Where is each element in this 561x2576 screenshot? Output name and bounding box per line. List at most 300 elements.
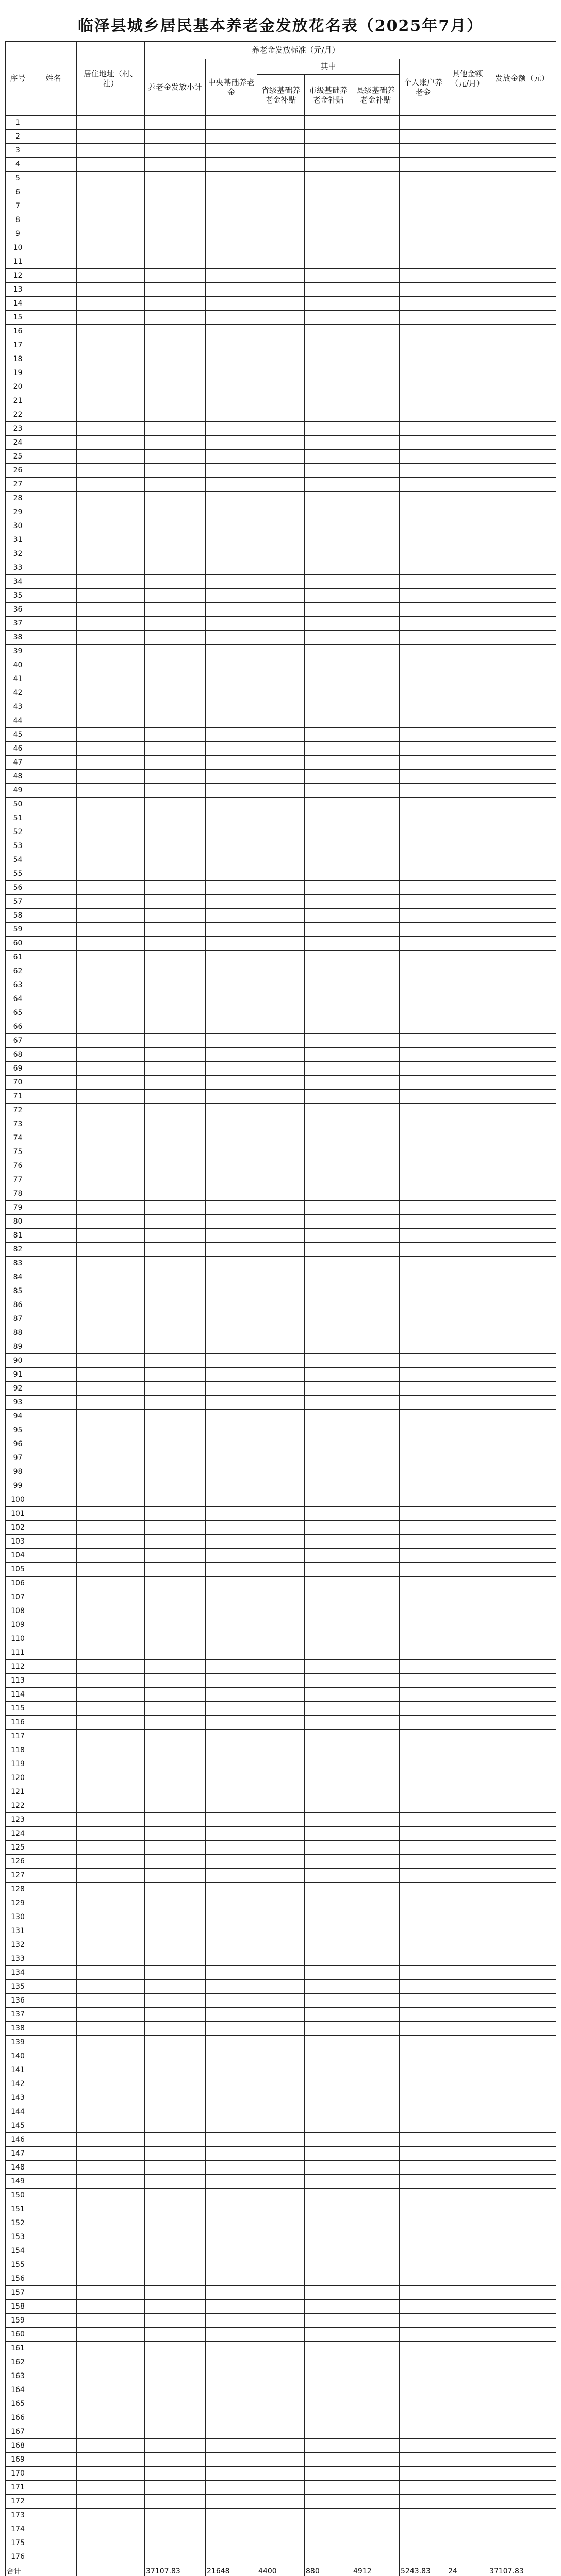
cell-city: [305, 2008, 352, 2022]
table-row: [6, 756, 556, 770]
cell-subtotal: [145, 2161, 206, 2175]
cell-payout: [488, 1785, 556, 1799]
cell-seq: 44: [6, 714, 30, 728]
cell-city: [305, 1577, 352, 1590]
cell-name: [30, 1646, 77, 1660]
cell-name: [30, 2522, 77, 2536]
cell-city: [305, 255, 352, 269]
cell-name: [30, 2369, 77, 2383]
cell-subtotal: [145, 2105, 206, 2119]
cell-payout: [488, 798, 556, 811]
cell-name: [30, 742, 77, 756]
cell-county: [352, 1034, 400, 1048]
cell-central: [206, 1215, 257, 1229]
cell-other: [447, 505, 488, 519]
cell-provincial: [257, 1257, 305, 1270]
cell-provincial: [257, 1451, 305, 1465]
cell-subtotal: [145, 1326, 206, 1340]
cell-payout: [488, 2147, 556, 2161]
cell-provincial: [257, 1688, 305, 1702]
cell-payout: [488, 589, 556, 603]
cell-address: [77, 2202, 145, 2216]
cell-provincial: [257, 2216, 305, 2230]
cell-address: [77, 2495, 145, 2509]
cell-address: [77, 2272, 145, 2286]
cell-central: [206, 770, 257, 784]
cell-payout: [488, 2453, 556, 2467]
cell-payout: [488, 1034, 556, 1048]
total-central: 21648: [206, 2564, 257, 2576]
table-row: [6, 714, 556, 728]
cell-personal: [400, 1632, 447, 1646]
cell-provincial: [257, 1966, 305, 1980]
cell-name: [30, 269, 77, 283]
cell-provincial: [257, 1284, 305, 1298]
table-row: [6, 1090, 556, 1104]
cell-address: [77, 923, 145, 937]
cell-personal: [400, 700, 447, 714]
cell-payout: [488, 700, 556, 714]
cell-seq: 161: [6, 2342, 30, 2355]
cell-personal: [400, 408, 447, 422]
cell-provincial: [257, 1743, 305, 1757]
cell-seq: 56: [6, 881, 30, 895]
table-row: [6, 547, 556, 561]
cell-address: [77, 478, 145, 492]
cell-subtotal: [145, 1841, 206, 1855]
cell-payout: [488, 2369, 556, 2383]
cell-name: [30, 1813, 77, 1827]
cell-county: [352, 811, 400, 825]
cell-provincial: [257, 1326, 305, 1340]
cell-county: [352, 1243, 400, 1257]
cell-subtotal: [145, 1549, 206, 1563]
cell-address: [77, 172, 145, 185]
cell-provincial: [257, 770, 305, 784]
cell-county: [352, 2314, 400, 2328]
cell-seq: 165: [6, 2397, 30, 2411]
cell-other: [447, 1423, 488, 1437]
cell-personal: [400, 1437, 447, 1451]
cell-name: [30, 964, 77, 978]
cell-payout: [488, 1020, 556, 1034]
cell-personal: [400, 1952, 447, 1966]
cell-personal: [400, 1117, 447, 1131]
cell-county: [352, 1716, 400, 1730]
cell-name: [30, 1034, 77, 1048]
cell-seq: 15: [6, 311, 30, 325]
cell-city: [305, 1298, 352, 1312]
cell-payout: [488, 1952, 556, 1966]
cell-central: [206, 658, 257, 672]
cell-payout: [488, 2286, 556, 2300]
cell-subtotal: [145, 2036, 206, 2049]
cell-seq: 53: [6, 839, 30, 853]
cell-provincial: [257, 895, 305, 909]
cell-provincial: [257, 547, 305, 561]
cell-address: [77, 1563, 145, 1577]
cell-subtotal: [145, 394, 206, 408]
cell-payout: [488, 825, 556, 839]
cell-central: [206, 923, 257, 937]
cell-address: [77, 2439, 145, 2453]
cell-county: [352, 1423, 400, 1437]
cell-other: [447, 1883, 488, 1896]
cell-seq: 145: [6, 2119, 30, 2133]
cell-other: [447, 839, 488, 853]
cell-county: [352, 686, 400, 700]
cell-provincial: [257, 2189, 305, 2202]
cell-county: [352, 1855, 400, 1869]
cell-provincial: [257, 2049, 305, 2063]
cell-name: [30, 1896, 77, 1910]
cell-county: [352, 352, 400, 366]
cell-city: [305, 937, 352, 951]
cell-seq: 103: [6, 1535, 30, 1549]
cell-county: [352, 978, 400, 992]
cell-address: [77, 589, 145, 603]
cell-personal: [400, 951, 447, 964]
cell-provincial: [257, 394, 305, 408]
cell-subtotal: [145, 1173, 206, 1187]
cell-payout: [488, 1799, 556, 1813]
cell-county: [352, 603, 400, 617]
cell-personal: [400, 964, 447, 978]
table-row: [6, 2286, 556, 2300]
cell-other: [447, 199, 488, 213]
cell-personal: [400, 561, 447, 575]
cell-personal: [400, 658, 447, 672]
cell-other: [447, 1785, 488, 1799]
cell-address: [77, 1771, 145, 1785]
cell-name: [30, 436, 77, 450]
cell-name: [30, 645, 77, 658]
col-address-header: 居住地址（村、社）: [77, 42, 145, 116]
table-row: [6, 158, 556, 172]
cell-other: [447, 1020, 488, 1034]
cell-provincial: [257, 1924, 305, 1938]
cell-payout: [488, 1229, 556, 1243]
cell-central: [206, 199, 257, 213]
cell-name: [30, 1104, 77, 1117]
cell-county: [352, 1938, 400, 1952]
cell-central: [206, 617, 257, 631]
table-row: [6, 2258, 556, 2272]
cell-city: [305, 505, 352, 519]
cell-payout: [488, 1771, 556, 1785]
cell-personal: [400, 881, 447, 895]
cell-other: [447, 1382, 488, 1396]
cell-subtotal: [145, 603, 206, 617]
cell-provincial: [257, 2342, 305, 2355]
cell-central: [206, 2522, 257, 2536]
cell-county: [352, 2022, 400, 2036]
cell-personal: [400, 2300, 447, 2314]
cell-seq: 131: [6, 1924, 30, 1938]
cell-payout: [488, 1813, 556, 1827]
cell-provincial: [257, 1994, 305, 2008]
cell-county: [352, 2411, 400, 2425]
cell-address: [77, 2175, 145, 2189]
cell-city: [305, 2161, 352, 2175]
cell-county: [352, 728, 400, 742]
cell-provincial: [257, 1827, 305, 1841]
cell-seq: 26: [6, 464, 30, 478]
cell-central: [206, 1201, 257, 1215]
cell-subtotal: [145, 575, 206, 589]
cell-city: [305, 2230, 352, 2244]
cell-payout: [488, 2091, 556, 2105]
cell-central: [206, 2369, 257, 2383]
table-row: [6, 2314, 556, 2328]
cell-name: [30, 2244, 77, 2258]
cell-provincial: [257, 2286, 305, 2300]
cell-provincial: [257, 2453, 305, 2467]
table-row: [6, 408, 556, 422]
cell-address: [77, 2063, 145, 2077]
cell-payout: [488, 1757, 556, 1771]
cell-payout: [488, 1368, 556, 1382]
cell-address: [77, 1535, 145, 1549]
cell-name: [30, 227, 77, 241]
cell-personal: [400, 811, 447, 825]
cell-name: [30, 1215, 77, 1229]
cell-provincial: [257, 1563, 305, 1577]
cell-personal: [400, 2355, 447, 2369]
cell-address: [77, 436, 145, 450]
cell-city: [305, 951, 352, 964]
cell-central: [206, 1966, 257, 1980]
cell-city: [305, 867, 352, 881]
cell-payout: [488, 2036, 556, 2049]
cell-central: [206, 742, 257, 756]
cell-county: [352, 2063, 400, 2077]
cell-seq: 166: [6, 2411, 30, 2425]
cell-subtotal: [145, 422, 206, 436]
table-row: [6, 436, 556, 450]
cell-subtotal: [145, 561, 206, 575]
cell-seq: 8: [6, 213, 30, 227]
cell-name: [30, 839, 77, 853]
cell-name: [30, 311, 77, 325]
cell-seq: 126: [6, 1855, 30, 1869]
cell-county: [352, 2522, 400, 2536]
cell-provincial: [257, 1590, 305, 1604]
cell-personal: [400, 1924, 447, 1938]
cell-personal: [400, 1535, 447, 1549]
cell-subtotal: [145, 1451, 206, 1465]
cell-other: [447, 951, 488, 964]
cell-seq: 52: [6, 825, 30, 839]
cell-provincial: [257, 2161, 305, 2175]
cell-provincial: [257, 978, 305, 992]
cell-city: [305, 199, 352, 213]
cell-personal: [400, 1173, 447, 1187]
cell-central: [206, 575, 257, 589]
total-name-cell: [30, 2564, 77, 2576]
cell-address: [77, 1493, 145, 1507]
cell-other: [447, 1549, 488, 1563]
cell-county: [352, 2175, 400, 2189]
cell-name: [30, 2049, 77, 2063]
cell-name: [30, 1270, 77, 1284]
cell-city: [305, 2383, 352, 2397]
cell-county: [352, 394, 400, 408]
cell-address: [77, 1090, 145, 1104]
cell-subtotal: [145, 172, 206, 185]
cell-provincial: [257, 2522, 305, 2536]
table-row: [6, 1785, 556, 1799]
cell-seq: 23: [6, 422, 30, 436]
cell-provincial: [257, 909, 305, 923]
cell-county: [352, 1451, 400, 1465]
cell-payout: [488, 645, 556, 658]
cell-city: [305, 1883, 352, 1896]
cell-address: [77, 380, 145, 394]
cell-personal: [400, 2230, 447, 2244]
cell-payout: [488, 450, 556, 464]
cell-seq: 116: [6, 1716, 30, 1730]
table-row: [6, 2509, 556, 2522]
cell-central: [206, 2244, 257, 2258]
table-row: [6, 1590, 556, 1604]
cell-address: [77, 992, 145, 1006]
cell-provincial: [257, 338, 305, 352]
cell-personal: [400, 2314, 447, 2328]
cell-other: [447, 1799, 488, 1813]
cell-county: [352, 2453, 400, 2467]
table-row: [6, 1493, 556, 1507]
cell-personal: [400, 1062, 447, 1076]
cell-subtotal: [145, 213, 206, 227]
cell-county: [352, 547, 400, 561]
cell-central: [206, 478, 257, 492]
cell-payout: [488, 255, 556, 269]
table-row: [6, 1757, 556, 1771]
cell-other: [447, 1994, 488, 2008]
cell-personal: [400, 1771, 447, 1785]
table-row: [6, 1646, 556, 1660]
cell-city: [305, 575, 352, 589]
cell-personal: [400, 185, 447, 199]
cell-other: [447, 2161, 488, 2175]
table-row: [6, 2453, 556, 2467]
cell-city: [305, 172, 352, 185]
cell-subtotal: [145, 380, 206, 394]
cell-central: [206, 2411, 257, 2425]
cell-central: [206, 700, 257, 714]
total-city: 880: [305, 2564, 352, 2576]
cell-provincial: [257, 658, 305, 672]
table-row: [6, 1048, 556, 1062]
cell-name: [30, 2189, 77, 2202]
cell-provincial: [257, 1507, 305, 1521]
cell-central: [206, 547, 257, 561]
table-row: [6, 825, 556, 839]
cell-address: [77, 1312, 145, 1326]
cell-central: [206, 2286, 257, 2300]
cell-personal: [400, 2495, 447, 2509]
table-row: [6, 2077, 556, 2091]
cell-seq: 130: [6, 1910, 30, 1924]
cell-city: [305, 478, 352, 492]
cell-county: [352, 464, 400, 478]
cell-address: [77, 964, 145, 978]
cell-city: [305, 2216, 352, 2230]
cell-central: [206, 297, 257, 311]
cell-address: [77, 158, 145, 172]
cell-county: [352, 1020, 400, 1034]
cell-central: [206, 686, 257, 700]
cell-payout: [488, 2467, 556, 2481]
cell-central: [206, 937, 257, 951]
cell-payout: [488, 2258, 556, 2272]
cell-name: [30, 756, 77, 770]
cell-city: [305, 672, 352, 686]
cell-payout: [488, 1117, 556, 1131]
cell-other: [447, 1034, 488, 1048]
cell-subtotal: [145, 1382, 206, 1396]
table-row: [6, 686, 556, 700]
cell-name: [30, 1423, 77, 1437]
cell-personal: [400, 784, 447, 798]
cell-county: [352, 881, 400, 895]
cell-subtotal: [145, 2133, 206, 2147]
cell-subtotal: [145, 1507, 206, 1521]
cell-central: [206, 756, 257, 770]
cell-payout: [488, 1521, 556, 1535]
cell-county: [352, 1771, 400, 1785]
cell-seq: 139: [6, 2036, 30, 2049]
cell-city: [305, 1340, 352, 1354]
cell-provincial: [257, 2091, 305, 2105]
cell-county: [352, 2355, 400, 2369]
table-row: [6, 561, 556, 575]
cell-personal: [400, 533, 447, 547]
table-row: [6, 2481, 556, 2495]
cell-payout: [488, 1994, 556, 2008]
table-row: [6, 311, 556, 325]
cell-personal: [400, 2453, 447, 2467]
cell-provincial: [257, 2063, 305, 2077]
cell-county: [352, 185, 400, 199]
cell-seq: 22: [6, 408, 30, 422]
cell-central: [206, 2036, 257, 2049]
cell-seq: 119: [6, 1757, 30, 1771]
cell-address: [77, 338, 145, 352]
cell-payout: [488, 853, 556, 867]
cell-seq: 176: [6, 2550, 30, 2564]
cell-address: [77, 631, 145, 645]
cell-provincial: [257, 992, 305, 1006]
cell-other: [447, 1145, 488, 1159]
cell-seq: 3: [6, 144, 30, 158]
cell-seq: 82: [6, 1243, 30, 1257]
cell-seq: 157: [6, 2286, 30, 2300]
table-row: [6, 1020, 556, 1034]
cell-address: [77, 1020, 145, 1034]
cell-provincial: [257, 1215, 305, 1229]
cell-county: [352, 1131, 400, 1145]
table-row: [6, 533, 556, 547]
cell-personal: [400, 1368, 447, 1382]
cell-personal: [400, 338, 447, 352]
cell-address: [77, 1270, 145, 1284]
cell-county: [352, 478, 400, 492]
table-row: [6, 1257, 556, 1270]
cell-central: [206, 325, 257, 338]
cell-subtotal: [145, 1646, 206, 1660]
